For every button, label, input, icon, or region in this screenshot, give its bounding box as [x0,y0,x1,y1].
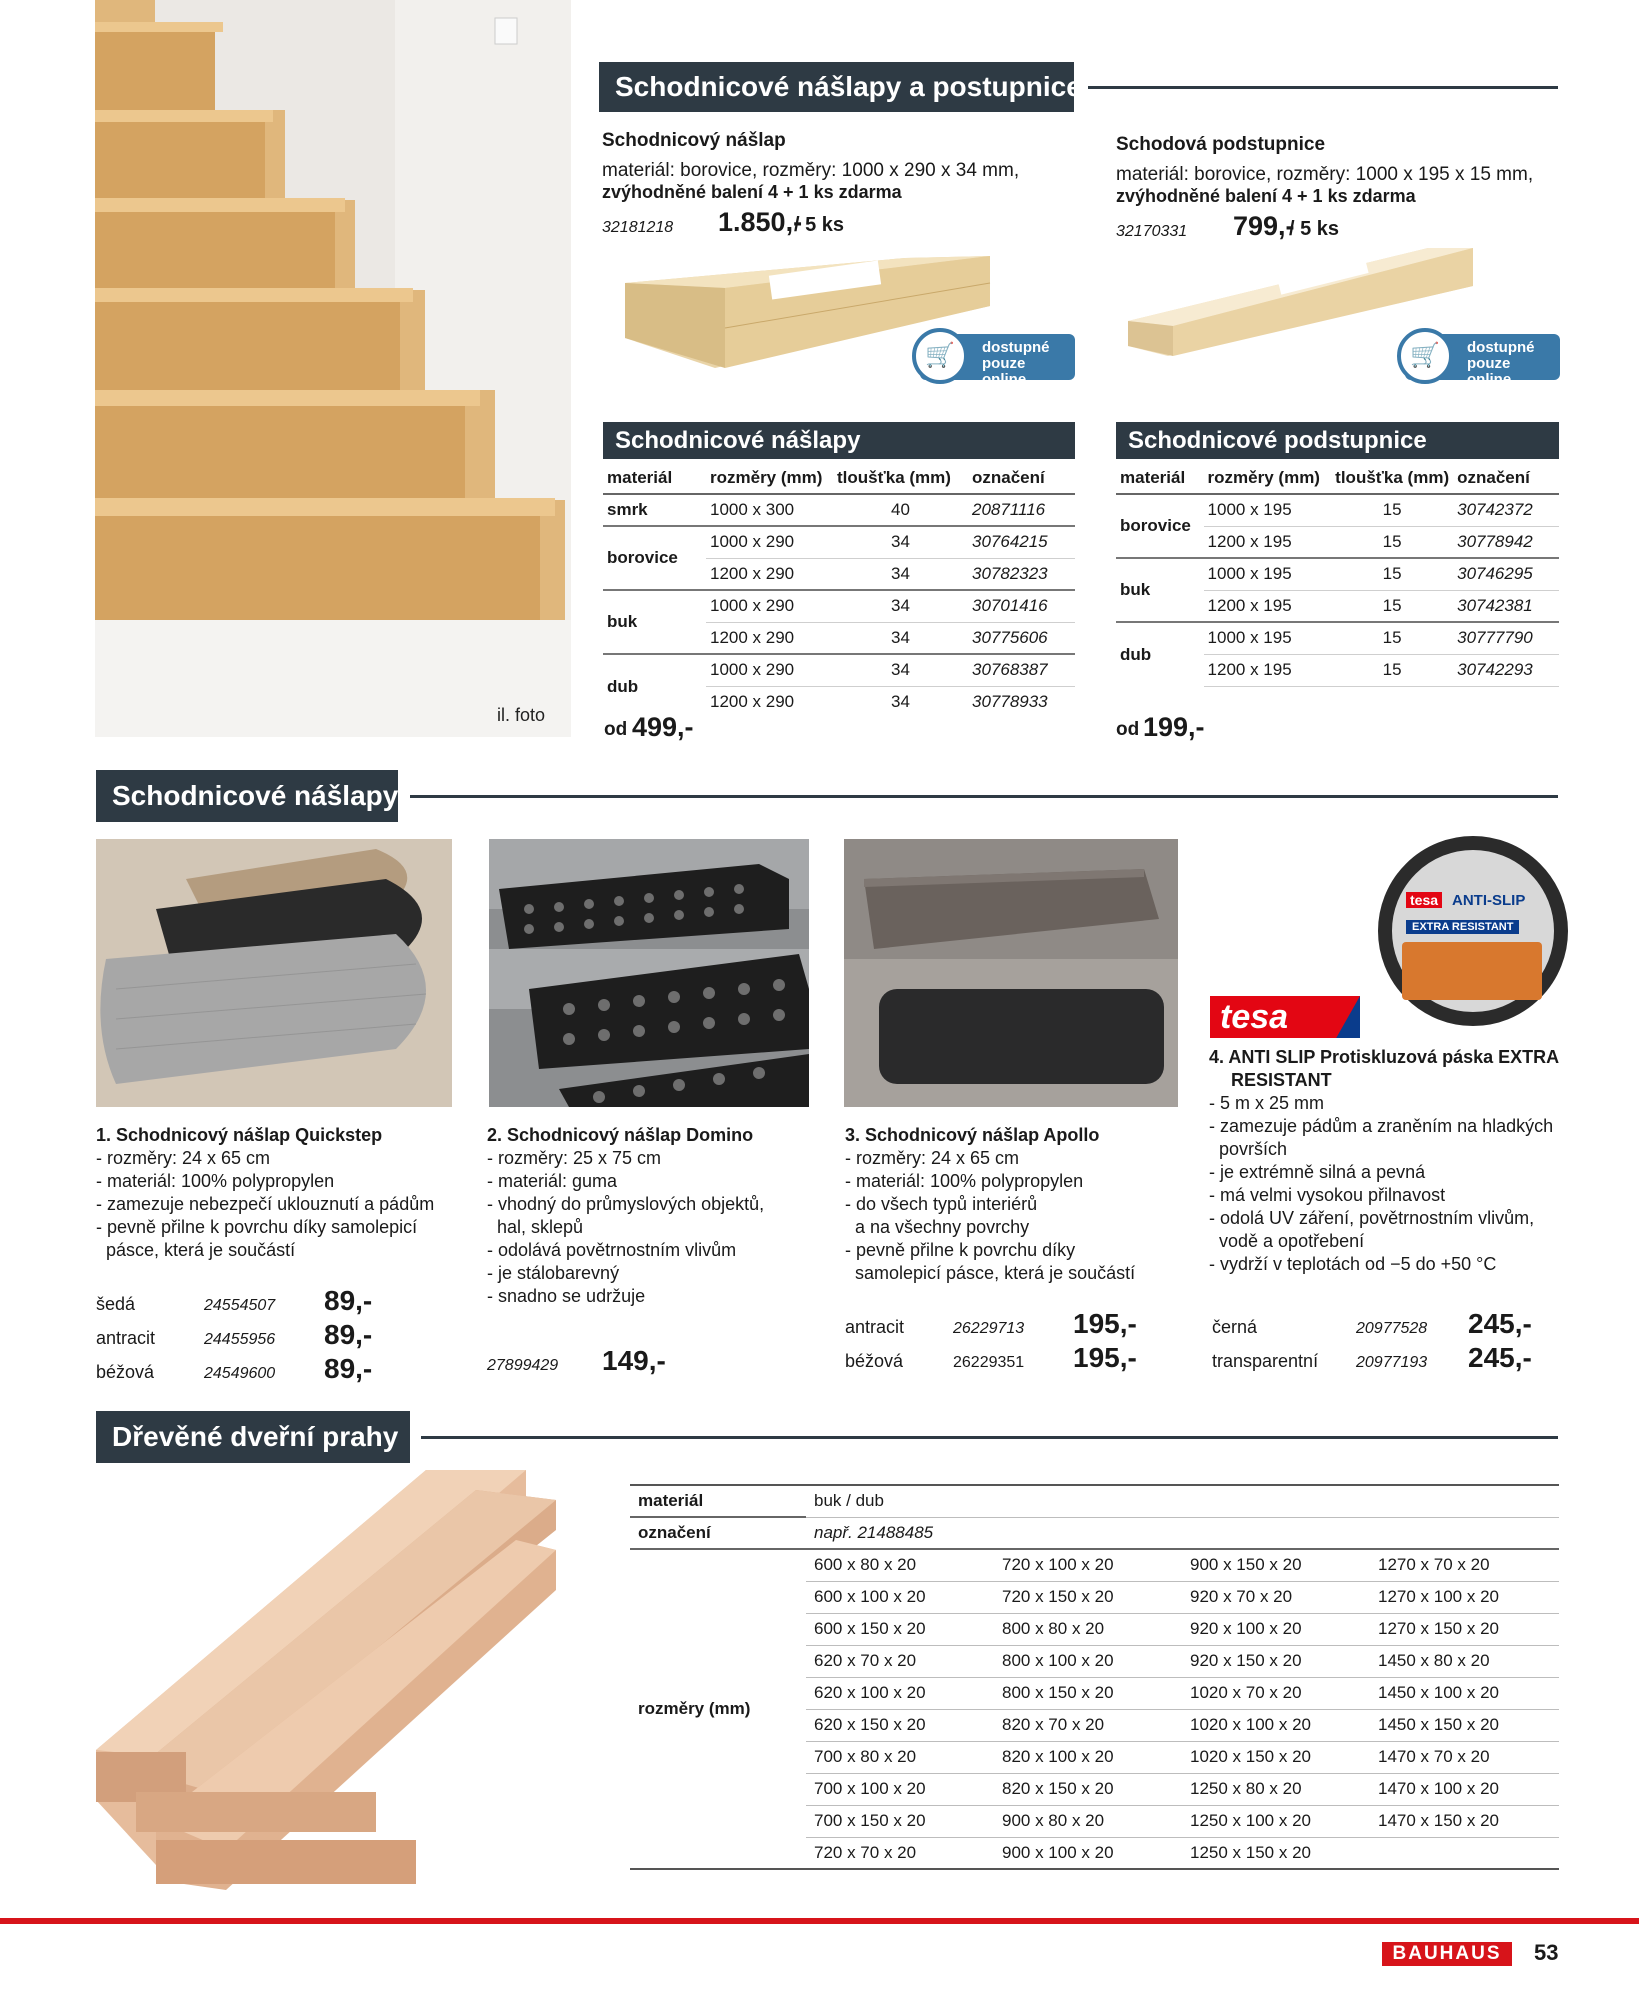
dim-cell: 800 x 150 x 20 [994,1677,1182,1709]
cell-code: 30775606 [968,622,1075,654]
row-label-code: označení [630,1517,806,1549]
cell-code: 30782323 [968,558,1075,590]
tesa-bullet: - je extrémně silná a pevná [1209,1162,1426,1182]
cell-material: borovice [603,526,706,590]
threshold-boards-image [96,1470,556,1890]
photo-caption: il. foto [497,705,546,725]
mat2-title-text: Schodnicový nášlap Domino [507,1125,754,1145]
th-code: označení [1453,462,1559,494]
row-label-material: materiál [630,1485,806,1517]
prod1-online-badge [920,334,1075,388]
mat1-num: 1. [96,1125,112,1145]
prod1-online-text: dostupné pouze online [982,339,1050,388]
table2-title [1116,422,1559,459]
tesa-title [1209,1046,1559,1069]
variant-row [96,1353,376,1387]
mat2-bullet: - je stálobarevný [487,1263,620,1283]
table-row [1116,494,1559,526]
mat3-title-text: Schodnicový nášlap Apollo [865,1125,1100,1145]
cell-code: např. 21488485 [806,1517,1559,1549]
mat1-variants [96,1285,376,1387]
table-row [1116,558,1559,590]
tesa-title-line2: RESISTANT [1231,1070,1332,1090]
dim-cell: 1020 x 150 x 20 [1182,1741,1370,1773]
dim-cell: 1470 x 150 x 20 [1370,1805,1559,1837]
table-row [603,494,1075,526]
prod1-unit: / 5 ks [794,214,845,236]
tesa-title-text: ANTI SLIP Protiskluzová páska EXTRA [1228,1047,1560,1067]
th-material: materiál [1116,462,1204,494]
mat2-desc [487,1124,764,1308]
variant-code: 24554507 [204,1297,276,1314]
mat3-bullet: - materiál: 100% polypropylen [845,1171,1084,1191]
th-dims: rozměry (mm) [706,462,833,494]
cell-material: buk / dub [806,1485,1559,1517]
cell-dims: 1000 x 290 [706,590,833,622]
prod2-unit: / 5 ks [1289,218,1340,240]
tesa-logo [1210,996,1360,1038]
variant-price: 245,- [1468,1342,1532,1373]
apollo-mats-image [844,839,1178,1107]
bauhaus-logo [1382,1942,1512,1966]
dim-cell: 1470 x 70 x 20 [1370,1741,1559,1773]
cell-thickness: 34 [833,590,968,622]
cell-code: 30778942 [1453,526,1559,558]
mat1-bullet: pásce, která je součástí [96,1240,296,1260]
mat3-bullet: - rozměry: 24 x 65 cm [845,1148,1020,1168]
cell-dims: 1200 x 195 [1204,654,1332,686]
cell-thickness: 34 [833,526,968,558]
mat1-bullet: - rozměry: 24 x 65 cm [96,1148,271,1168]
cell-thickness: 15 [1331,590,1453,622]
cell-thickness: 34 [833,558,968,590]
cell-code: 30778933 [972,692,1048,712]
variant-color: béžová [96,1362,155,1382]
cell-material: buk [1116,558,1204,622]
cart-icon: 🛒 [912,328,968,384]
mat3-bullet: - do všech typů interiérů [845,1194,1038,1214]
mat2-bullet: - vhodný do průmyslových objektů, [487,1194,765,1214]
mat3-desc [845,1124,1135,1285]
th-dims: rozměry (mm) [1204,462,1332,494]
variant-code: 20977193 [1356,1354,1428,1371]
cell-code: 20871116 [968,494,1075,526]
staircase-illustration [95,0,571,737]
table-header-row [603,462,1075,494]
mat1-desc [96,1124,434,1262]
tesa-logo-swoosh [1326,996,1360,1038]
prod1-line2: zvýhodněné balení 4 + 1 ks zdarma [602,182,902,202]
cell-dims: 1200 x 195 [1204,590,1332,622]
mat1-bullet: - zamezuje nebezpečí uklouznutí a pádům [96,1194,435,1214]
table1-title-text: Schodnicové nášlapy [615,426,861,454]
tesa-bullet: - zamezuje pádům a zraněním na hladkých [1209,1116,1554,1136]
dim-cell: 700 x 80 x 20 [806,1741,994,1773]
mat1-bullet: - pevně přilne k povrchu díky samolepicí [96,1217,418,1237]
table1-title [603,422,1075,459]
header-rule [410,795,1558,798]
cell-dims: 1200 x 290 [706,622,833,654]
dim-cell: 700 x 100 x 20 [806,1773,994,1805]
variant-code: 26229713 [953,1320,1025,1337]
variant-code: 20977528 [1356,1320,1428,1337]
dim-cell: 1450 x 150 x 20 [1370,1709,1559,1741]
bauhaus-logo-text: BAUHAUS [1392,1943,1502,1964]
cart-icon: 🛒 [1397,328,1453,384]
mat3-bullet: a na všechny povrchy [845,1217,1030,1237]
cell-code: 30777790 [1453,622,1559,654]
cell-material: dub [607,676,639,696]
dim-cell: 900 x 150 x 20 [1182,1549,1370,1581]
footer-red-line [0,1918,1639,1924]
cell-thickness: 34 [833,622,968,654]
prod1-code: 32181218 [602,219,674,236]
cell-code: 30742381 [1453,590,1559,622]
tesa-desc [1209,1046,1559,1276]
staircase-photo [95,0,571,737]
cell-thickness: 15 [1331,654,1453,686]
cell-thickness: 15 [1331,622,1453,654]
table2-title-text: Schodnicové podstupnice [1128,426,1427,454]
dim-cell: 620 x 150 x 20 [806,1709,994,1741]
mat2-bullet: - odolává povětrnostním vlivům [487,1240,737,1260]
cell-dims: 1000 x 290 [706,526,833,558]
tesa-bullet: - vydrží v teplotách od −5 do +50 °C [1209,1254,1497,1274]
cell-dims: 1200 x 290 [710,692,795,712]
cell-dims: 1000 x 195 [1204,494,1332,526]
prod2-title: Schodová podstupnice [1116,134,1326,155]
dim-cell: 900 x 80 x 20 [994,1805,1182,1837]
quickstep-mats-image [96,839,452,1107]
cell-dims: 1200 x 195 [1204,526,1332,558]
variant-color: transparentní [1212,1351,1319,1371]
mat3-title [845,1124,1135,1147]
variant-price: 89,- [324,1285,373,1316]
cell-material: borovice [1116,494,1204,558]
mat1-title-text: Schodnicový nášlap Quickstep [116,1125,383,1145]
tesa-tape-image [1378,836,1568,1026]
mat3-variants [845,1308,1145,1376]
th-material: materiál [603,462,706,494]
risers-table [1116,462,1559,687]
tesa-variants [1212,1308,1562,1376]
dim-cell: 1250 x 100 x 20 [1182,1805,1370,1837]
dim-cell: 820 x 70 x 20 [994,1709,1182,1741]
prod1-price: 1.850,- [718,207,803,237]
dim-cell: 1020 x 100 x 20 [1182,1709,1370,1741]
table-row [1116,622,1559,654]
dim-cell: 720 x 150 x 20 [994,1581,1182,1613]
mat2-bullet: - materiál: guma [487,1171,618,1191]
variant-row [845,1342,1145,1376]
dim-cell [1370,1837,1559,1869]
table2-price: 199,- [1143,712,1205,742]
table-header-row [1116,462,1559,494]
tape-name-label: ANTI-SLIP [1452,892,1526,909]
section-header-mats [96,770,398,822]
mat1-bullet: - materiál: 100% polypropylen [96,1171,335,1191]
stair-treads-table [603,462,1075,718]
tesa-bullet: - odolá UV záření, povětrnostním vlivům, [1209,1208,1535,1228]
table1-price-prefix: od [604,719,628,740]
cell-code: 30742293 [1453,654,1559,686]
tesa-num: 4. [1209,1047,1225,1067]
variant-price: 89,- [324,1319,373,1350]
row-label-dims: rozměry (mm) [630,1549,806,1869]
mat2-bullet: - rozměry: 25 x 75 cm [487,1148,662,1168]
th-thickness: tloušťka (mm) [833,462,968,494]
variant-row [96,1319,376,1353]
dim-cell: 600 x 150 x 20 [806,1613,994,1645]
tape-photo [1402,942,1542,1000]
variant-row [1212,1342,1562,1376]
variant-color: černá [1212,1317,1258,1337]
table-row [603,526,1075,558]
variant-row [845,1308,1145,1342]
tape-brand-label: tesa [1406,892,1442,908]
page-number: 53 [1534,1940,1559,1965]
section-header-stairs [599,62,1082,112]
variant-code: 26229351 [953,1354,1025,1371]
prod2-line2: zvýhodněné balení 4 + 1 ks zdarma [1116,186,1416,206]
mat3-num: 3. [845,1125,861,1145]
dim-cell: 700 x 150 x 20 [806,1805,994,1837]
cell-code: 30764215 [968,526,1075,558]
table1-price: 499,- [632,712,694,742]
variant-color: antracit [845,1317,905,1337]
variant-price: 245,- [1468,1308,1532,1339]
variant-price: 89,- [324,1353,373,1384]
cell-dims: 1000 x 290 [706,654,833,686]
dim-cell: 1270 x 150 x 20 [1370,1613,1559,1645]
prod2-online-text: dostupné pouze online [1467,339,1535,388]
cell-thickness: 15 [1331,494,1453,526]
cell-thickness: 15 [1331,526,1453,558]
mat2-price: 149,- [602,1345,666,1376]
tesa-logo-text: tesa [1220,998,1289,1036]
variant-color: antracit [96,1328,156,1348]
tape-sub-label: EXTRA RESISTANT [1406,920,1519,934]
table-row [603,590,1075,622]
section-header-thresholds [96,1411,410,1463]
cell-dims: 1200 x 290 [706,558,833,590]
header-rule [1088,86,1558,89]
mat3-bullet: - pevně přilne k povrchu díky [845,1240,1076,1260]
dim-cell: 920 x 150 x 20 [1182,1645,1370,1677]
dim-cell: 1270 x 100 x 20 [1370,1581,1559,1613]
cell-code: 30768387 [968,654,1075,686]
dim-cell: 1020 x 70 x 20 [1182,1677,1370,1709]
variant-row [96,1285,376,1319]
th-thickness: tloušťka (mm) [1331,462,1453,494]
table-row [630,1549,1559,1581]
variant-color: šedá [96,1294,136,1314]
dim-cell: 1470 x 100 x 20 [1370,1773,1559,1805]
table2-price-prefix: od [1116,719,1140,740]
dim-cell: 820 x 100 x 20 [994,1741,1182,1773]
dim-cell: 600 x 80 x 20 [806,1549,994,1581]
table-row [630,1517,1559,1549]
section-header-thresholds-text: Dřevěné dveřní prahy [112,1421,399,1452]
tesa-bullet: vodě a opotřebení [1209,1231,1365,1251]
dim-cell: 1250 x 80 x 20 [1182,1773,1370,1805]
variant-row [1212,1308,1562,1342]
mat1-title [96,1124,434,1147]
dim-cell: 920 x 70 x 20 [1182,1581,1370,1613]
dim-cell: 800 x 100 x 20 [994,1645,1182,1677]
prod2-price: 799,- [1233,211,1295,241]
dim-cell: 1450 x 100 x 20 [1370,1677,1559,1709]
cell-thickness: 15 [1331,558,1453,590]
mat2-price-row [487,1345,666,1377]
table-row [630,1485,1559,1517]
dim-cell: 620 x 100 x 20 [806,1677,994,1709]
section-header-mats-text: Schodnicové nášlapy [112,780,399,811]
mat3-bullet: samolepicí pásce, která je součástí [845,1263,1136,1283]
variant-code: 24455956 [204,1331,276,1348]
prod2-code: 32170331 [1116,223,1188,240]
variant-price: 195,- [1073,1308,1137,1339]
tesa-bullet: - má velmi vysokou přilnavost [1209,1185,1446,1205]
prod1-title: Schodnicový nášlap [602,130,786,151]
cell-dims: 1000 x 195 [1204,622,1332,654]
dim-cell: 900 x 100 x 20 [994,1837,1182,1869]
cell-material: buk [603,590,706,654]
cell-material: dub [1120,644,1152,664]
mat2-title [487,1124,764,1147]
cell-thickness: 34 [891,692,910,712]
dim-cell: 920 x 100 x 20 [1182,1613,1370,1645]
dim-cell: 720 x 100 x 20 [994,1549,1182,1581]
dim-cell: 620 x 70 x 20 [806,1645,994,1677]
mat2-code: 27899429 [487,1357,559,1374]
dim-cell: 800 x 80 x 20 [994,1613,1182,1645]
prod2-online-badge [1405,334,1560,388]
table-row [603,654,1075,686]
dim-cell: 720 x 70 x 20 [806,1837,994,1869]
cell-dims: 1000 x 195 [1204,558,1332,590]
section-header-stairs-text: Schodnicové nášlapy a postupnice [615,71,1082,102]
mat2-bullet: - snadno se udržuje [487,1286,646,1306]
dim-cell: 600 x 100 x 20 [806,1581,994,1613]
dim-cell: 1250 x 150 x 20 [1182,1837,1370,1869]
cell-material: smrk [603,494,706,526]
mat2-num: 2. [487,1125,503,1145]
tesa-bullet: površích [1209,1139,1288,1159]
cell-thickness: 40 [833,494,968,526]
cell-code: 30746295 [1453,558,1559,590]
dim-cell: 1450 x 80 x 20 [1370,1645,1559,1677]
tesa-bullet: - 5 m x 25 mm [1209,1093,1325,1113]
th-code: označení [968,462,1075,494]
mat2-bullet: hal, sklepů [487,1217,584,1237]
cell-thickness: 34 [833,654,968,686]
cell-code: 30742372 [1453,494,1559,526]
dim-cell: 1270 x 70 x 20 [1370,1549,1559,1581]
variant-color: béžová [845,1351,904,1371]
header-rule [421,1436,1558,1439]
variant-price: 195,- [1073,1342,1137,1373]
domino-mats-image [489,839,809,1107]
dim-cell: 820 x 150 x 20 [994,1773,1182,1805]
prod1-line1: materiál: borovice, rozměry: 1000 x 290 x 34 mm, [602,160,1020,181]
cell-dims: 1000 x 300 [706,494,833,526]
variant-code: 24549600 [204,1365,276,1382]
prod2-line1: materiál: borovice, rozměry: 1000 x 195 x 15 mm, [1116,164,1534,185]
cell-code: 30701416 [968,590,1075,622]
thresholds-table [630,1484,1559,1870]
